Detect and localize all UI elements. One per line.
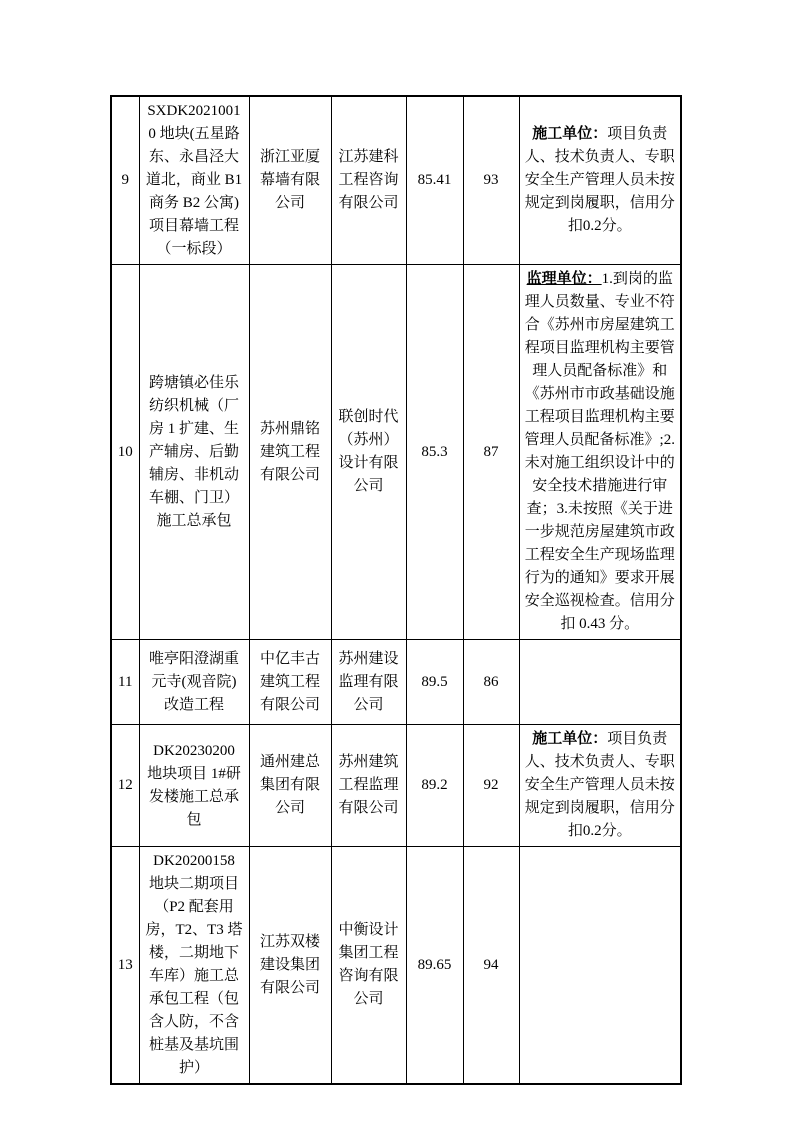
remarks-cell xyxy=(519,265,681,640)
credit-score-cell: 86 xyxy=(463,640,519,725)
supervision-unit-cell: 江苏建科工程咨询有限公司 xyxy=(331,96,406,265)
construction-unit-cell: 苏州鼎铭建筑工程有限公司 xyxy=(249,265,331,640)
remark-unit-label: 监理单位： xyxy=(526,271,602,287)
construction-unit-cell: 中亿丰古建筑工程有限公司 xyxy=(249,640,331,725)
construction-unit-cell: 通州建总集团有限公司 xyxy=(249,725,331,847)
serial-number-cell: 12 xyxy=(111,725,139,847)
score-cell: 89.2 xyxy=(406,725,463,847)
table-row xyxy=(111,847,681,1085)
credit-score-cell: 87 xyxy=(463,265,519,640)
project-name-cell: DK20230200 地块项目 1#研发楼施工总承包 xyxy=(139,725,249,847)
credit-score-cell: 94 xyxy=(463,847,519,1085)
project-name-cell: 唯亭阳澄湖重元寺(观音院)改造工程 xyxy=(139,640,249,725)
remarks-cell xyxy=(519,640,681,725)
construction-unit-cell: 浙江亚厦幕墙有限公司 xyxy=(249,96,331,265)
score-cell: 85.3 xyxy=(406,265,463,640)
serial-number-cell: 10 xyxy=(111,265,139,640)
project-name-cell: 跨塘镇必佳乐纺织机械（厂房 1 扩建、生产辅房、后勤辅房、非机动车棚、门卫）施工总承包 xyxy=(139,265,249,640)
serial-number-cell: 11 xyxy=(111,640,139,725)
score-cell: 89.5 xyxy=(406,640,463,725)
remarks-cell xyxy=(519,96,681,265)
remark-text: 项目负责人、技术负责人、专职安全生产管理人员未按规定到岗履职，信用分扣0.2分。 xyxy=(524,126,675,234)
remark-unit-label: 施工单位： xyxy=(532,126,608,142)
serial-number-cell: 13 xyxy=(111,847,139,1085)
credit-score-cell: 92 xyxy=(463,725,519,847)
supervision-unit-cell: 苏州建设监理有限公司 xyxy=(331,640,406,725)
supervision-unit-cell: 中衡设计集团工程咨询有限公司 xyxy=(331,847,406,1085)
score-cell: 89.65 xyxy=(406,847,463,1085)
table-row xyxy=(111,265,681,640)
remark-text: 1.到岗的监理人员数量、专业不符合《苏州市房屋建筑工程项目监理机构主要管理人员配备标准》和《苏州市市政基础设施工程项目监理机构主要管理人员配备标准》;2.未对施工组织设计中的安全技术措施进行审查；3.未按照《关于进一步规范房屋建筑市政工程安全生产现场监理行为的通知》要求开展安全巡视检查。信用分扣 0.43 分。 xyxy=(524,271,675,632)
project-name-cell: DK20200158 地块二期项目（P2 配套用房，T2、T3 塔楼，二期地下车库）施工总承包工程（包含人防，不含桩基及基坑围护） xyxy=(139,847,249,1085)
remark-text: 项目负责人、技术负责人、专职安全生产管理人员未按规定到岗履职，信用分扣0.2分。 xyxy=(524,731,675,839)
project-name-cell: SXDK20210010 地块(五星路东、永昌泾大道北，商业 B1 商务 B2 公寓)项目幕墙工程（一标段） xyxy=(139,96,249,265)
credit-score-cell: 93 xyxy=(463,96,519,265)
table-row xyxy=(111,96,681,265)
remarks-cell xyxy=(519,725,681,847)
serial-number-cell: 9 xyxy=(111,96,139,265)
supervision-unit-cell: 苏州建筑工程监理有限公司 xyxy=(331,725,406,847)
construction-unit-cell: 江苏双楼建设集团有限公司 xyxy=(249,847,331,1085)
evaluation-table xyxy=(110,95,682,1085)
supervision-unit-cell: 联创时代（苏州）设计有限公司 xyxy=(331,265,406,640)
score-cell: 85.41 xyxy=(406,96,463,265)
table-row xyxy=(111,725,681,847)
remark-unit-label: 施工单位： xyxy=(532,731,608,747)
remarks-cell xyxy=(519,847,681,1085)
table-row xyxy=(111,640,681,725)
